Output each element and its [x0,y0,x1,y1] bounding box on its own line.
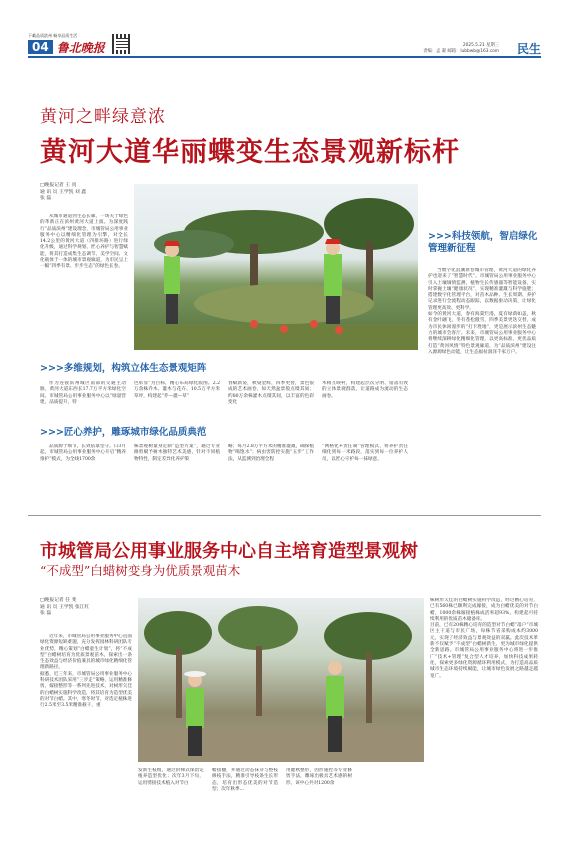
qr-code-icon [112,34,132,54]
section2-col-4: “网格化+责任制”管理模式，将养护责任细化到每一米路段，落实到每一位养护人员，以匠心守护每一抹绿意。 [322,444,408,462]
article1-side-body: 当数字化浪潮席卷城市管理，黄河大道的绿化养护也迎来了“智慧时代”。市城管局公用事业服务中心引入土壤墒情监测，植物生长传感器等智能设备，实时掌握土壤“健康状况”，实现精准灌溉与科学施肥；搭建数字化管理平台，对苗木品种、生长周期、养护记录进行全流程动态跟踪，以数据驱动决策，让绿化管理更高效、更科学。 如今的黄河大道，春有海棠烂漫，夏有绿荫如盖，秋有金叶翩飞，冬有苍松傲雪，四季美景更迭交替，成为市民休闲漫步的“打卡胜地”，更是展示滨州生态魅力的城市会客厅。未来，市城管局公用事业服务中心将继续深耕绿化精细化管理，以更高标准、更优品质打造“黄河风情”特色景观廊道，为“品质滨州”建设注入源源绿色动能，让生态福祉润泽千家万户。 [428,268,536,355]
masthead-rule [28,56,541,58]
section2-col-1: 品质源于细节，长效依靠坚守。日3月起，市城管局公用事业服务中心开启“精养推护”模式，为全线1700余 [40,444,126,462]
photo-scene-tree-nursery [138,598,424,762]
section1-col-3: 春赋新姿，秋染金辉，四季更替，景色很成的艺术画卷，如天然盆景般点缀其间；约80万余株灌木点缀其间，以丰富的色彩变化 [228,381,314,405]
article2-photo [138,598,424,762]
article-separator [28,515,541,516]
masthead [0,0,569,62]
date-line: 2025.5.21 星期三 [462,43,499,48]
editor-line: 责编：孟 凝 邮箱：lubbwb@163.com [423,49,499,54]
article1-byline: □晚报记者 王 真 通 讯 员 王学凯 刘 鑫 张 磊 [40,183,86,201]
article2-title: 市城管局公用事业服务中心自主培育造型景观树 [40,541,418,562]
article2-col-3: 蜡接穗，并通过动态抹芽与整枝修枝手法，精准引导枝条生长形态，培育出形态优美的对节造型；次年秋季... [212,768,278,792]
article1-title: 黄河大道华丽蝶变生态景观新标杆 [40,137,460,168]
photo-scene-workers-pruning [134,184,418,350]
article1-intro: 从城市通道到生态长廊，一场关于绿色的革新正在滨州黄河大道上演。为深度践行“品质滨州”建设理念，市城管局公用事业服务中心以精细化管理为引擎，对全长14.2公里的黄河大道（四排环路）进行绿化升级，通过科学规划、匠心养护与智慧赋能，将其打造成集生态调节、美学空间、文化载体于一体的城市景观廊道，为市民呈上一幅“四季有景、步步生态”的绿色长卷。 [40,214,128,270]
article1-subhead1: >>>多维规划，构筑立体生态景观矩阵 [40,363,207,374]
section2-col-3: 略；每月2.8万平方米的精准灌溉，确保植物“喝饱水”；病虫害防控实施“五步”工作法，从监测到治理全程 [228,444,314,462]
article2-col-2: 发新生枝梢，通过阶梯式保留定植养造型优化；次年3月下旬，运用劈接技术植入对节白 [138,768,204,786]
page-number: 04 [28,40,53,54]
masthead-slogan: 下載品质滨州 畅享品质生活 [28,33,78,38]
article2-col-4: 用健秋整形，因形施控等专业修剪手法，雕琢出极具艺术感的树形。该中心共对1200余 [286,768,352,786]
section1-col-4: 木相互映衬，构建起层次分明、错落有致的立体景观群落，让道路成为流动的生态画卷。 [322,381,408,399]
article2-side-body: 株树形欠佳的白蜡树实施科学改造，经过精心培育，已有560株已顺利完成嫁接，成为白蜡优美的对节白蜡，1000余株嫁接植株成活率超93%，构建起可持续利用的优质苗木储备库。 目前，已有20株精心培育的造型对节白蜡“落户”市城区主干道与市民广场，每株节省采购成本约3000元，实现了经济效益与景观效益的双赢。此次技术革新不仅赋予“不成型”白蜡树新生，更为城市绿化提供全新思路。市城管局公用事业服务中心将进一步推广“技术+管理”复合型人才培养，加快科技成果转化，探索更多绿化资源循环利用模式，为打造高品质城市生态环境持续赋能，让城市绿色发展之路越走越宽广。 [430,598,538,679]
article2-subtitle: “不成型”白蜡树变身为优质景观苗木 [40,563,241,578]
article2-col-1: 近年来，市城管局公用事业服务中心直面绿化资源短缺难题，充分发挥园林科研团队专业优势，精心策划“白蜡童生计划”，将“不成型”白蜡树培育为优质景观苗木，探索出一条生态效益与经济价值兼具的城市绿化精细化管理新路径。 据悉，近三年来，市城管局公用事业服务中心科研技术团队采用“三步走”策略，运用精准修剪、嫁接整形等一系列先进技术，对树形欠佳的白蜡树实施科学改造，将其培育为造型优美的对节白蜡。其中，寒冬时节，对选定植株进行2.5米至3.5米精准截干，重 [40,634,132,709]
article1-side-subhead: >>>科技领航，智启绿化管理新征程 [428,231,538,254]
section1-col-2: 色彰显”为目标，精心布局绿化版图。2.2万余株乔木、灌木与花卉、10.5万平方米草坪，构建起“乔—灌—草” [134,381,220,399]
masthead-meta [423,43,499,55]
masthead-brand [28,40,105,54]
section-name: 民生 [516,42,541,56]
article1-kicker: 黄河之畔绿意浓 [40,107,166,127]
section2-col-2: 株景观树量身定制“造型方案”，通过专业修剪赋予树木独特艺术美感，针对不同植物特性，制定差异化养护策 [134,444,220,462]
paper-name: 鲁北晚报 [56,40,105,55]
article1-subhead2: >>>匠心养护，雕琢城市绿化品质典范 [40,427,207,438]
article2-byline: □晚报记者 任 斐 通 讯 员 王学凯 张江红 张 磊 [40,598,90,616]
section1-col-1: 作为连接滨州城区南部的交通主动脉，黄河大道东西长17.7万平方米绿化空间。市城管局公用事业服务中心以“绿量营建，品质提升，特 [40,381,126,405]
article1-photo [134,184,418,350]
